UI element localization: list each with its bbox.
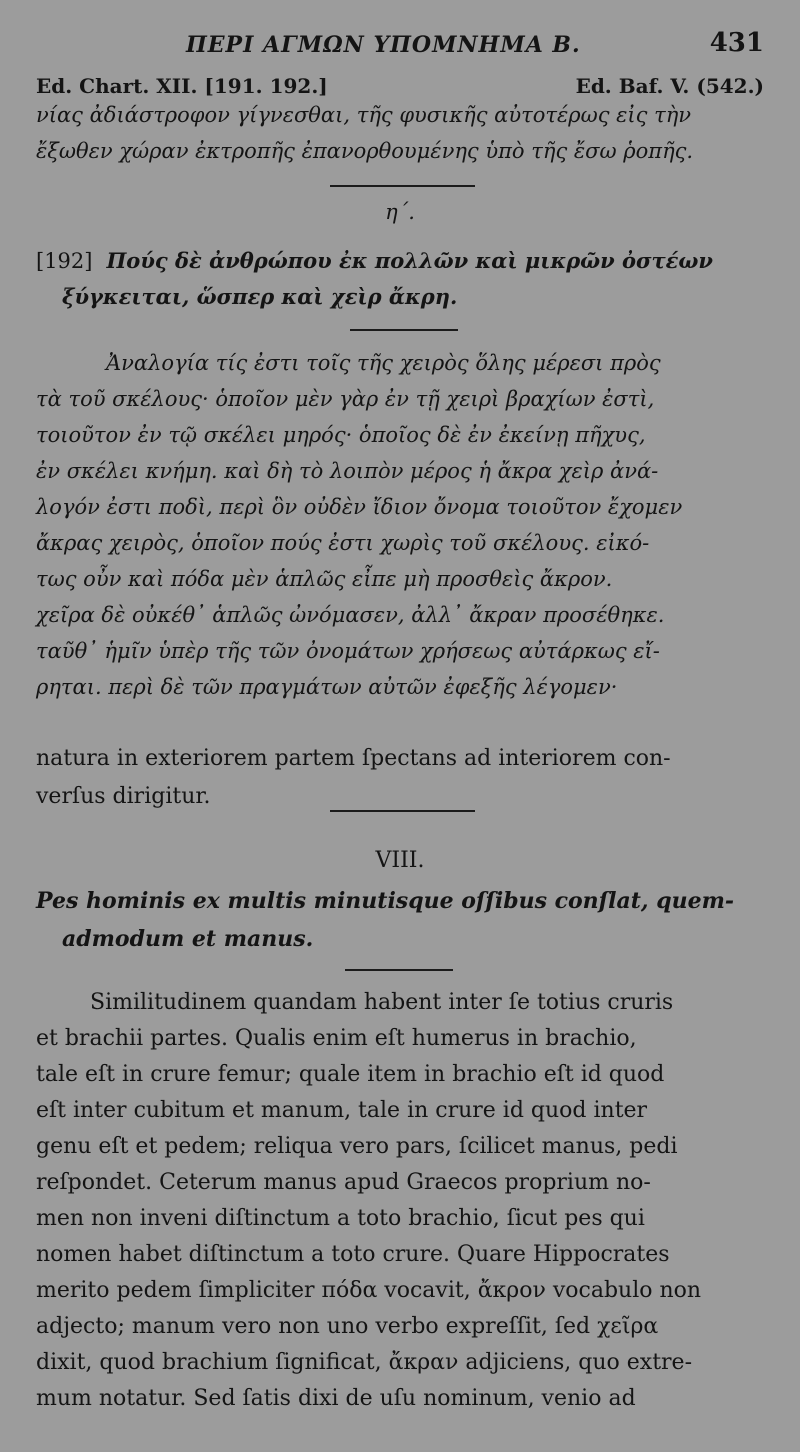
greek-body-line: ρηται. περὶ δὲ τῶν πραγμάτων αὐτῶν ἐφεξῆς λέγομεν· (36, 675, 618, 699)
greek-top-line: νίας ἀδιάστροφον γίγνεσθαι, τῆς φυσικῆς αὐτοτέρως εἰς τὴν (36, 103, 692, 127)
greek-body-line: λογόν ἐστι ποδὶ, περὶ ὃν οὐδὲν ἴδιον ὄνομα τοιοῦτον ἔχομεν (36, 495, 683, 519)
greek-body-line: ταῦθ᾽ ἡμῖν ὑπὲρ τῆς τῶν ὀνομάτων χρήσεως αὐτάρκως εἴ- (36, 639, 660, 663)
greek-section-number: η΄. (385, 200, 415, 224)
ed-bas-reference: Ed. Baf. V. (542.) (575, 74, 764, 98)
latin-body-line: tale eſt in crure femur; quale item in brachio eſt id quod (36, 1062, 665, 1087)
section-divider (330, 810, 475, 812)
latin-lemma-line: admodum et manus. (62, 926, 314, 952)
latin-lemma-line: Pes hominis ex multis minutisque oſſibus conſlat, quem- (36, 888, 735, 914)
latin-top-line: natura in exteriorem partem ſpectans ad interiorem con- (36, 746, 671, 771)
greek-top-line: ἔξωθεν χώραν ἐκτροπῆς ἐπανορθουμένης ὑπὸ τῆς ἔσω ῥοπῆς. (36, 139, 694, 163)
latin-section-number: VIII. (375, 848, 425, 873)
greek-body-line: ἄκρας χειρὸς, ὁποῖον πούς ἐστι χωρὶς τοῦ σκέλους. εἰκό- (36, 531, 650, 555)
latin-body-line: et brachii partes. Qualis enim eſt humerus in brachio, (36, 1026, 637, 1051)
greek-body-line: τως οὖν καὶ πόδα μὲν ἁπλῶς εἶπε μὴ προσθεὶς ἄκρον. (36, 567, 613, 591)
greek-body-line: τοιοῦτον ἐν τῷ σκέλει μηρός· ὁποῖος δὲ ἐν ἐκείνῃ πῆχυς, (36, 423, 646, 447)
greek-body-line: τὰ τοῦ σκέλους· ὁποῖον μὲν γὰρ ἐν τῇ χειρὶ βραχίων ἐστὶ, (36, 387, 655, 411)
ed-chart-reference: Ed. Chart. XII. [191. 192.] (36, 74, 328, 98)
greek-body-line: ἐν σκέλει κνήμη. καὶ δὴ τὸ λοιπὸν μέρος ἡ ἄκρα χεὶρ ἀνά- (36, 459, 659, 483)
latin-top-line: verſus dirigitur. (36, 784, 211, 809)
greek-lemma-line (36, 246, 764, 276)
page-number: 431 (709, 28, 764, 58)
section-divider (330, 185, 475, 187)
greek-lemma-line: ξύγκειται, ὥσπερ καὶ χεὶρ ἄκρη. (62, 284, 458, 309)
latin-body-line: genu eſt et pedem; reliqua vero pars, ſcilicet manus, pedi (36, 1134, 678, 1159)
latin-body-line: merito pedem ſimpliciter πόδα vocavit, ἄκρον vocabulo non (36, 1278, 702, 1303)
lemma-marker: [192] (36, 249, 93, 273)
greek-lemma-text: Πούς δὲ ἀνθρώπου ἐκ πολλῶν καὶ μικρῶν ὀστέων (106, 248, 713, 273)
greek-body-line: Ἀναλογία τίς ἐστι τοῖς τῆς χειρὸς ὅλης μέρεσι πρὸς (106, 351, 661, 375)
section-divider (345, 969, 453, 971)
running-header (36, 28, 764, 66)
latin-body-line: men non inveni diſtinctum a toto brachio, ſicut pes qui (36, 1206, 645, 1231)
latin-body-line: mum notatur. Sed ſatis dixi de uſu nominum, venio ad (36, 1386, 636, 1411)
greek-body-line: χεῖρα δὲ οὐκέθ᾽ ἁπλῶς ὠνόμασεν, ἀλλ᾽ ἄκραν προσέθηκε. (36, 603, 665, 627)
latin-body-line: dixit, quod brachium ſignificat, ἄκραν adjiciens, quo extre- (36, 1350, 693, 1375)
latin-body-line: Similitudinem quandam habent inter ſe totius cruris (90, 990, 674, 1015)
latin-body-line: eſt inter cubitum et manum, tale in crure id quod inter (36, 1098, 648, 1123)
running-title: ΠΕΡΙ ΑΓΜΩΝ ΥΠΟΜΝΗΜΑ Β. (186, 32, 581, 58)
latin-body-line: adjecto; manum vero non uno verbo expreſſit, ſed χεῖρα (36, 1314, 659, 1339)
latin-body-line: reſpondet. Ceterum manus apud Graecos proprium no- (36, 1170, 651, 1195)
latin-body-line: nomen habet diſtinctum a toto crure. Quare Hippocrates (36, 1242, 670, 1267)
section-divider (350, 329, 458, 331)
